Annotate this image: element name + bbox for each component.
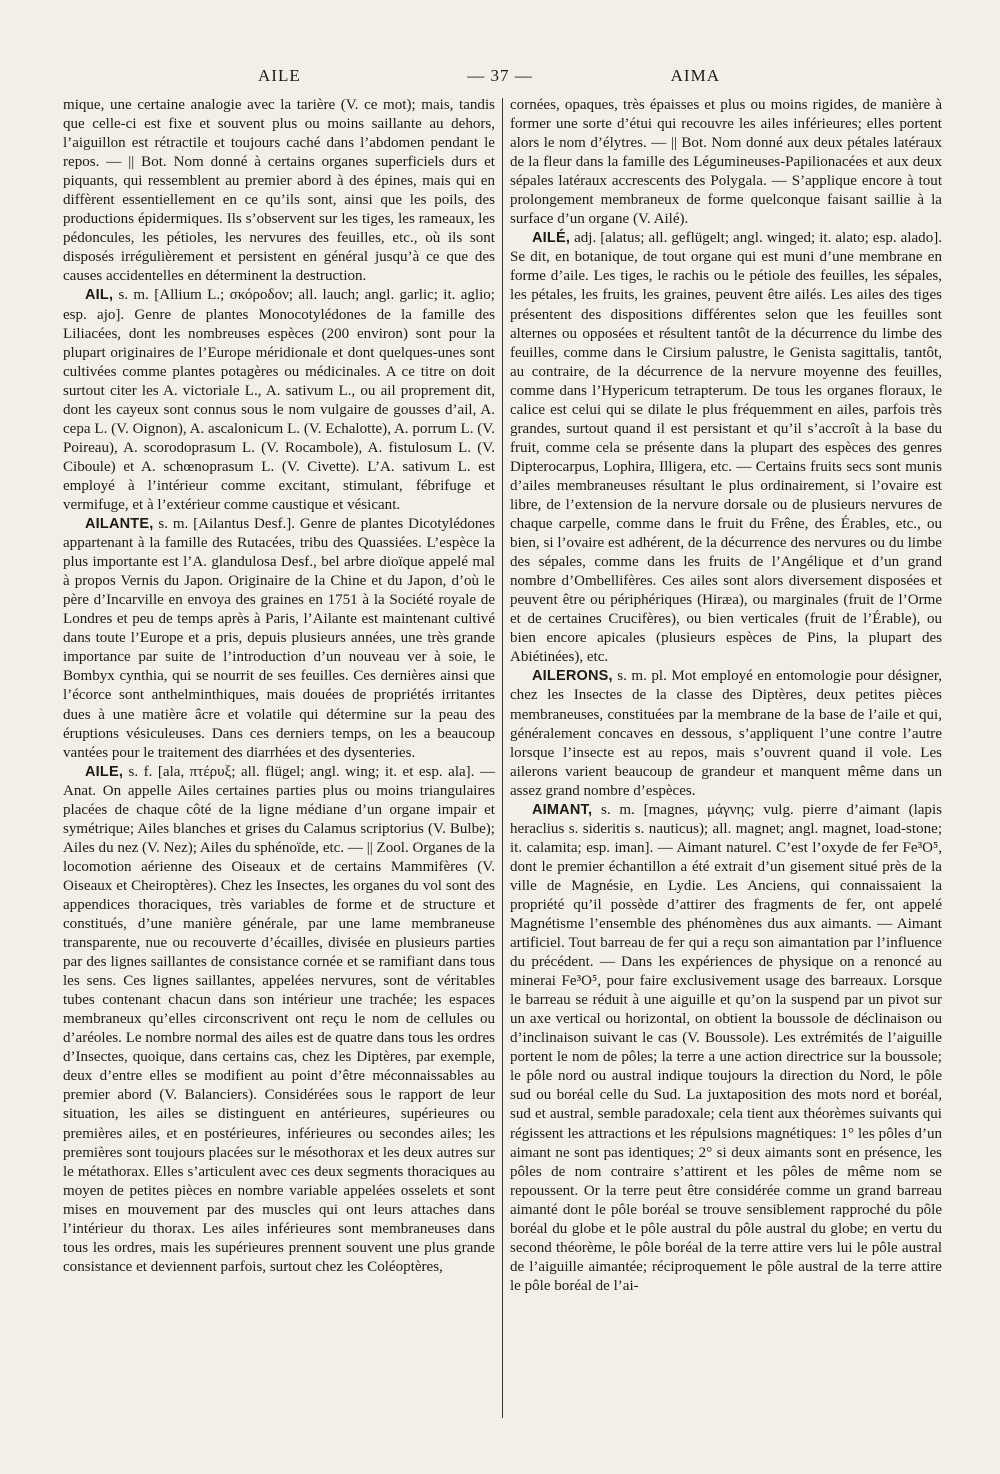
page-number: — 37 — (467, 66, 533, 85)
entry-ail (63, 286, 495, 515)
headword: AILERONS, (532, 668, 613, 685)
entry-text: s. m. [Ailantus Desf.]. Genre de plantes Dicotylédones appartenant à la famille des Rutacées, tribu des Quassiées. L’espèce la plus importante est l’A. glandulosa Desf., bel arbre dioïque appelé mal à propos Vernis du Japon. Originaire de la Chine et du Japon, d’où le père d’Incarville en envoya des graines en 1751 à la Société royale de Londres et peu de temps après à Paris, l’Ailante est maintenant cultivé dans toute l’Europe et a pris, depuis plusieurs années, une très grande importance par suite de l’introduction d’un nouveau ver à soie, le Bombyx cynthia, qui se nourrit de ses feuilles. Ces dernières ainsi que l’écorce sont anthelminthiques, mais douées de propriétés irritantes dues à une matière âcre et volatile qui détermine sur la peau des éruptions vésiculeuses. Dans ces derniers temps, on les a beaucoup vantées pour le traitement des diarrhées et des dysenteries. (63, 516, 495, 761)
headword: AILANTE, (85, 516, 154, 533)
running-head-left: AILE (258, 66, 301, 85)
entry-text: mique, une certaine analogie avec la tarière (V. ce mot); mais, tandis que celle-ci est fixe et souvent plus ou moins saillante au dehors, l’aiguillon est rétractile et toujours caché dans l’abdomen pendant le repos. — || Bot. Nom donné à certains organes superficiels durs et piquants, qui ressemblent au premier abord à des épines, mais qui en diffèrent essentiellement en ce qu’ils sont, ainsi que les poils, des productions épidermiques. Ils s’observent sur les tiges, les rameaux, les pédoncules, les pétioles, les nervures des feuilles, etc., où ils sont disposés irrégulièrement et persistent en général jusqu’à ce que des causes accidentelles en déterminent la destruction. (63, 97, 495, 285)
headword: AILÉ, (532, 230, 571, 247)
left-column (63, 96, 495, 1426)
entry-text: s. f. [ala, πτέρυξ; all. flügel; angl. wing; it. et esp. ala]. — Anat. On appelle Ailes certaines parties plus ou moins triangulaires placées de chaque côté de la ligne médiane d’un organe impair et symétrique; Ailes blanches et grises du Calamus scriptorius (V. Bulbe); Ailes du nez (V. Nez); Ailes du sphénoïde, etc. — || Zool. Organes de la locomotion aérienne des Oiseaux et de certains Mammifères (V. Oiseaux et Cheiroptères). Chez les Insectes, les organes du vol sont des appendices thoraciques, très variables de forme et de structure et constitués, d’une manière générale, par une lame membraneuse transparente, nue ou recouverte d’écailles, divisée en plusieurs parties par des lignes saillantes de consistance cornée et se ramifiant dans tous les sens. Ces lignes saillantes, appelées nervures, sont de véritables tubes contenant chacun dans son intérieur une trachée; les espaces membraneux qu’elles circonscrivent ont reçu le nom de cellules ou d’aréoles. Le nombre normal des ailes est de quatre dans tous les ordres d’Insectes, quoique, dans certains cas, chez les Diptères, par exemple, deux d’entre elles se modifient au point d’être méconnaissables au premier abord (V. Balanciers). Considérées sous le rapport de leur situation, les ailes se distinguent en antérieures, supérieures ou premières ailes, et en postérieures, inférieures ou secondes ailes; les premières sont toujours placées sur le mésothorax et les deux autres sur le métathorax. Elles s’articulent avec ces deux segments thoraciques au moyen de petites pièces en nombre variable appelées osselets et sont mises en mouvement par des muscles qui ont leurs attaches dans l’intérieur du thorax. Les ailes inférieures sont membraneuses dans tous les ordres, mais les supérieures prennent souvent une plus grande consistance et deviennent parfois, surtout chez les Coléoptères, (63, 763, 495, 1275)
entry-text: cornées, opaques, très épaisses et plus ou moins rigides, de manière à former une sorte d’étui qui recouvre les ailes inférieures; elles portent alors le nom d’élytres. — || Bot. Nom donné aux deux pétales latéraux de la fleur dans la famille des Légumineuses-Papilionacées et aux deux sépales latéraux accrescents des Polygala. — S’applique encore à tout prolongement membraneux de forme quelconque faisant saillie à la surface d’un organe (V. Ailé). (510, 97, 942, 228)
entry-continuation (510, 96, 942, 229)
entry-aimant (510, 801, 942, 1296)
column-divider (502, 98, 503, 1418)
right-column (510, 96, 942, 1426)
headword: AILE, (85, 763, 124, 780)
entry-aile-adj (510, 229, 942, 667)
entry-aile (63, 763, 495, 1277)
entry-text: adj. [alatus; all. geflügelt; angl. winged; it. alato; esp. alado]. Se dit, en botanique, de tout organe qui est muni d’une membrane en forme d’aile. Les tiges, le rachis ou le pétiole des feuilles, les sépales, les pétales, les fruits, les graines, peuvent être ailés. Les ailes des tiges présentent des dispositions différentes selon que les feuilles sont alternes ou opposées et résultent tantôt de la décurrence du limbe des feuilles, comme dans le Cirsium palustre, le Genista sagittalis, tantôt, au contraire, de la décurrence de la nervure moyenne des feuilles, comme dans l’Hypericum tetrapterum. De tous les organes floraux, le calice est celui qui se dilate le plus fréquemment en ailes, parfois très grandes, surtout quand il est persistant et qu’il s’accroît à la base du fruit, comme cela se présente dans la plupart des espèces des genres Dipterocarpus, Lophira, Illigera, etc. — Certains fruits secs sont munis d’ailes membraneuses résultant le plus ordinairement, si l’ovaire est libre, de l’extension de la nervure dorsale ou de plusieurs nervures de chaque carpelle, comme dans le fruit du Frêne, des Érables, etc., ou bien, si l’ovaire est adhérent, de la décurrence des nervures ou du limbe des sépales, comme dans les fruits de l’Angélique et d’un grand nombre d’Ombellifères. Ces ailes sont alors diversement disposées et peuvent être ou périphériques (Hiræa), ou marginales (fruit de l’Orme et de certaines Crucifères), ou bien verticales (fruit de l’Érable), ou bien encore apicales (plusieurs espèces de Pins, la plupart des Abiétinées), etc. (510, 230, 942, 666)
running-head-right: AIMA (670, 66, 720, 85)
entry-ailerons (510, 667, 942, 800)
entry-text: s. m. [magnes, μάγνης; vulg. pierre d’aimant (lapis heraclius s. sideritis s. nauticus); all. magnet; angl. magnet, load-stone; it. calamita; esp. iman]. — Aimant naturel. C’est l’oxyde de fer Fe³O⁵, dont le premier échantillon a été extrait d’un gisement situé près de la ville de Magnésie, en Lydie. Les Anciens, qui connaissaient la propriété qu’il possède d’attirer des fragments de fer, ont appelé Magnétisme l’ensemble des phénomènes dus aux aimants. — Aimant artificiel. Tout barreau de fer qui a reçu son aimantation par l’influence du précédent. — Dans les expériences de physique on a renoncé au minerai Fe³O⁵, pour faire exclusivement usage des barreaux. Lorsque le barreau se réduit à une aiguille et qu’on la suspend par un pivot sur un axe vertical ou horizontal, on obtient la boussole de déclinaison ou d’inclinaison suivant le cas (V. Boussole). Les extrémités de l’aiguille portent le nom de pôles; la terre a une action directrice sur la boussole; le pôle nord ou austral indique toujours la direction du Nord, le pôle sud ou boréal celle du Sud. La juxtaposition des mots nord et boréal, sud et austral, semble paradoxale; cela tient aux théorèmes suivants qui régissent les attractions et les répulsions magnétiques: 1° les pôles d’un aimant ne sont pas identiques; 2° si deux aimants sont en présence, les pôles de nom contraire s’attirent et les pôles de même nom se repoussent. Or la terre peut être considérée comme un grand barreau aimanté dont le pôle boréal se trouve sensiblement rapproché du pôle boréal du globe et le pôle austral du pôle austral du globe; en vertu du second théorème, le pôle boréal de la terre attire vers lui le pôle austral de l’aiguille aimantée; réciproquement le pôle austral de la terre attire le pôle boréal de l’ai- (510, 801, 942, 1294)
entry-ailante (63, 515, 495, 763)
headword: AIL, (85, 287, 114, 304)
running-head (60, 66, 940, 88)
entry-continuation (63, 96, 495, 286)
entry-text: s. m. pl. Mot employé en entomologie pour désigner, chez les Insectes de la classe des Diptères, deux petites pièces membraneuses, constituées par la membrane de la base de l’aile et qui, généralement concaves en dessous, s’appliquent l’une contre l’autre lorsque l’insecte est au repos, mais s’ouvrent quand il vole. Les ailerons varient beaucoup de grandeur et manquent même dans un assez grand nombre d’espèces. (510, 668, 942, 799)
headword: AIMANT, (532, 801, 593, 818)
entry-text: s. m. [Allium L.; σκόροδον; all. lauch; angl. garlic; it. aglio; esp. ajo]. Genre de plantes Monocotylédones de la famille des Liliacées, dont les nombreuses espèces (200 environ) sont pour la plupart originaires de l’Europe méridionale et dont quelques-unes sont cultivées comme plantes potagères ou médicinales. A ce titre on doit surtout citer les A. victoriale L., A. sativum L., ou ail proprement dit, dont les cayeux sont connus sous le nom vulgaire de gousses d’ail, A. cepa L. (V. Oignon), A. ascalonicum L. (V. Echalotte), A. porrum L. (V. Poireau), A. scorodoprasum L. (V. Rocambole), A. fistulosum L. (V. Ciboule) et A. schœnoprasum L. (V. Civette). L’A. sativum L. est employé à l’intérieur comme excitant, stimulant, fébrifuge et vermifuge, et à l’extérieur comme caustique et vésicant. (63, 287, 495, 513)
